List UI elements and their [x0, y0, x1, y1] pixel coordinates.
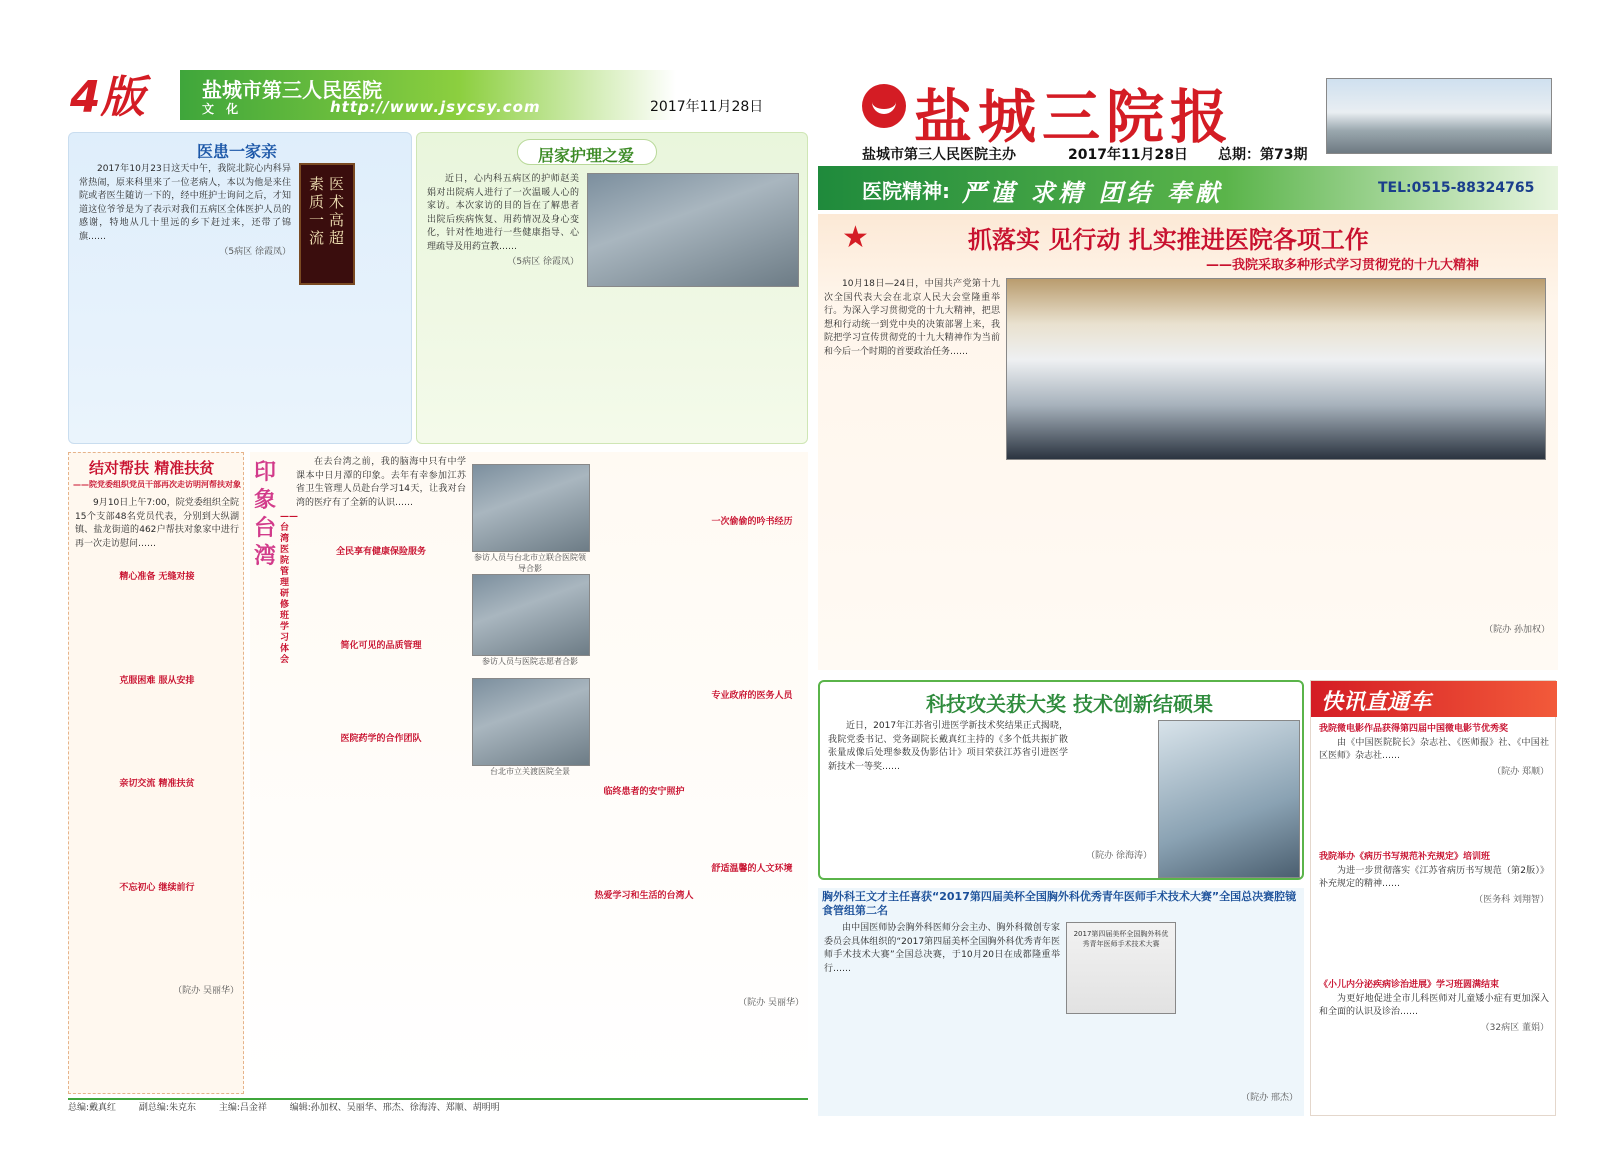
- taiwan-photo-2: [472, 574, 590, 656]
- hospital-building-photo: [1326, 78, 1552, 154]
- lead-subtitle: ——我院采取多种形式学习贯彻党的十九大精神: [1206, 258, 1480, 273]
- article2-paragraph: 近日，心内科五病区的护师赵美娟对出院病人进行了一次温暖人心的家访。本次家访的目的旨在了解患者出院后疾病恢复、用药情况及身心变化，针对性地进行一些健康指导、心理疏导及用药宣教……: [427, 174, 579, 252]
- surgery-body: [824, 922, 1060, 1110]
- header-band: [180, 70, 800, 120]
- surgery-article: [818, 888, 1304, 1116]
- article3-subhead-4: 不忘初心 继续前行: [119, 882, 195, 893]
- lead-body-col1: [824, 278, 1000, 664]
- news-item-3-text: 为更好地促进全市儿科医师对儿童矮小症有更加深入和全面的认识及诊治……: [1319, 993, 1549, 1017]
- news-item-1-text: 由《中国医院院长》杂志社、《医师报》社、《中国社区医师》杂志社……: [1319, 737, 1549, 761]
- tech-title: 科技攻关获大奖 技术创新结硕果: [926, 692, 1213, 716]
- news-title: 快讯直通车: [1321, 689, 1432, 715]
- header-hospital: 盐城市第三人民医院: [202, 78, 382, 102]
- article3-signature: （院办 吴丽华）: [173, 986, 239, 996]
- masthead: [818, 62, 1558, 162]
- spirit-bar: [818, 166, 1558, 210]
- banner-line-2: 素质一流: [309, 175, 325, 247]
- tech-body-col2: [1074, 720, 1152, 876]
- masthead-host: 盐城市第三人民医院主办: [862, 147, 1016, 163]
- footer-item-4: 编辑:孙加权、吴丽华、邢杰、徐海涛、郑顺、胡明明: [289, 1103, 500, 1113]
- home-visit-photo: [587, 173, 799, 287]
- news-title-bar: [1311, 681, 1557, 717]
- surgery-paragraph: 由中国医师协会胸外科医师分会主办、胸外科微创专家委员会具体组织的“2017第四届美杯全国胸外科优秀青年医师手术技术大赛”全国总决赛，于10月20日在成都隆重举行……: [824, 923, 1060, 974]
- article-home-care: [416, 132, 808, 444]
- article4-subhead-3: 医院药学的合作团队: [340, 734, 422, 744]
- spirit-label: 医院精神:: [862, 179, 950, 203]
- article1-signature: （5病区 徐霞凤）: [219, 247, 291, 257]
- article4-subhead-5: 一次偷偷的吟书经历: [711, 517, 793, 527]
- footer-item-1: 总编:戴真红: [68, 1103, 117, 1113]
- news-list: [1319, 723, 1549, 1111]
- lead-signature: （院办 孙加权）: [1484, 625, 1550, 635]
- article4-body-col1: [296, 456, 466, 1086]
- calligraphy-banner: [299, 163, 355, 285]
- taiwan-caption-1: 参访人员与台北市立联合医院领导合影: [474, 553, 586, 573]
- article3-body: [75, 497, 239, 1087]
- news-item-1-head: 我院微电影作品获得第四届中国微电影节优秀奖: [1319, 724, 1509, 734]
- article2-body: [427, 173, 579, 433]
- article-poverty: [68, 452, 244, 1094]
- left-footer: [68, 1098, 808, 1114]
- article4-subhead-1: 全民享有健康保险服务: [335, 547, 426, 557]
- article4-subhead-6: 专业政府的医务人员: [711, 690, 793, 701]
- news-item-1-sig: （院办 郑顺）: [1492, 766, 1549, 777]
- left-header: [62, 62, 810, 126]
- news-item-3-sig: （32病区 董娟）: [1480, 1022, 1549, 1033]
- surgery-signature: （院办 邢杰）: [1241, 1093, 1298, 1103]
- edition-label: 4版: [70, 72, 145, 123]
- tech-body: [828, 720, 1068, 876]
- article3-title: 结对帮扶 精准扶贫: [89, 459, 215, 477]
- article-doctor-patient: [68, 132, 412, 444]
- surgery-banner-text: 2017第四届美杯全国胸外科优秀青年医师手术技术大赛: [1073, 930, 1169, 948]
- lead-body-col3: [1188, 464, 1364, 664]
- footer-item-2: 副总编:朱克东: [138, 1103, 196, 1113]
- article1-body: [79, 163, 291, 433]
- lead-article: [818, 214, 1558, 670]
- article4-subhead-7: 热爱学习和生活的台湾人: [594, 890, 694, 901]
- header-url: http://www.jsycsy.com: [330, 98, 541, 116]
- edition-badge: [70, 70, 190, 126]
- article4-subhead-2: 简化可见的品质管理: [340, 640, 422, 651]
- article3-subhead-3: 亲切交流 精准扶贫: [119, 779, 195, 789]
- lead-title: 抓落实 见行动 扎实推进医院各项工作: [968, 225, 1369, 254]
- star-icon: ★: [842, 220, 869, 255]
- article3-paragraph: 9月10日上午7:00，院党委组织全院15个支部48名党员代表，分别到大纵湖镇、盐龙街道的462户帮扶对象家中进行再一次走访慰问……: [75, 498, 239, 549]
- news-item-2-sig: （医务科 刘翔智）: [1474, 894, 1549, 905]
- lead-paragraph: 10月18日—24日，中国共产党第十九次全国代表大会在北京人民大会堂隆重举行。为深入学习贯彻党的十九大精神，把思想和行动统一到党中央的决策部署上来，我院把学习宣传贯彻党的十九大精神作为当前和今后一个时期的首要政治任务……: [824, 279, 1000, 357]
- article2-title: 居家护理之爱: [538, 146, 635, 165]
- tech-signature: （院办 徐海涛）: [1086, 851, 1152, 861]
- news-item-2-text: 为进一步贯彻落实《江苏省病历书写规范（第2版）》补充规定的精神……: [1319, 865, 1549, 889]
- masthead-title: 盐城三院报: [914, 83, 1235, 151]
- article3-subhead-1: 精心准备 无缝对接: [119, 572, 195, 582]
- article4-subtitle: ——台湾医院管理研修班学习体会: [280, 512, 298, 665]
- masthead-date: 2017年11月28日: [1068, 147, 1188, 163]
- spirit-tel: TEL:0515-88324765: [1378, 180, 1535, 196]
- article4-subhead-4: 临终患者的安宁照护: [603, 787, 685, 797]
- taiwan-caption-2: 参访人员与医院志愿者合影: [482, 657, 578, 666]
- lead-body-col4: [1370, 464, 1550, 664]
- surgery-title: 胸外科王文才主任喜获“2017第四届美杯全国胸外科优秀青年医师手术技术大赛”全国总决赛腔镜食管组第二名: [822, 890, 1297, 917]
- masthead-issue: 总期：第73期: [1218, 147, 1308, 163]
- article1-title: 医患一家亲: [197, 142, 278, 161]
- article4-signature: （院办 吴丽华）: [738, 997, 804, 1008]
- article4-body-col2: [594, 456, 694, 1086]
- article4-body-col3: [700, 456, 804, 1086]
- surgery-award-photo: [1066, 922, 1176, 1014]
- article3-subhead-2: 克服困难 服从安排: [119, 675, 195, 686]
- taiwan-photo-3: [472, 678, 590, 766]
- taiwan-caption-3: 台北市立关渡医院全景: [490, 767, 570, 776]
- right-page: [818, 62, 1558, 1120]
- tech-article: [818, 680, 1304, 880]
- news-item-3-head: 《小儿内分泌疾病诊治进展》学习班圆满结束: [1319, 980, 1500, 990]
- article3-subtitle: ——院党委组织党员干部再次走访明河帮扶对象: [73, 480, 241, 489]
- header-section: 文 化: [202, 102, 243, 116]
- surgery-body-col2: [1180, 922, 1298, 1110]
- logo-icon: [862, 84, 906, 128]
- tech-paragraph: 近日，2017年江苏省引进医学新技术奖结果正式揭晓，我院党委书记、党务副院长戴真红主持的《多个低共振扩散张量成像后处理参数及伪影估计》项目荣获江苏省引进医学新技术一等奖……: [828, 721, 1068, 772]
- news-column: [1310, 680, 1556, 1116]
- news-item: [1319, 851, 1549, 979]
- article-taiwan: [250, 452, 808, 1094]
- tech-surgery-photo: [1158, 720, 1300, 878]
- left-page: [62, 62, 810, 1120]
- article4-subhead-8: 舒适温馨的人文环境: [711, 864, 793, 874]
- news-item-2-head: 我院举办《病历书写规范补充规定》培训班: [1319, 852, 1491, 862]
- spirit-values: 严谨 求精 团结 奉献: [962, 178, 1224, 207]
- article2-title-bubble: [517, 139, 657, 165]
- article4-title: 印象台湾: [254, 459, 277, 569]
- header-date: 2017年11月28日: [650, 99, 764, 115]
- article2-signature: （5病区 徐霞凤）: [507, 257, 579, 267]
- article1-paragraph: 2017年10月23日这天中午，我院北院心内科异常热闹，原来科里来了一位老病人，本以为他是来住院或者医生随访一下的，经中班护士询问之后，才知道这位爷爷是为了表示对我们五病区全体医护人员的感谢，特地从几十里远的乡下赶过来，还带了锦旗……: [79, 164, 291, 242]
- banner-line-1: 医术高超: [329, 175, 345, 247]
- news-item: [1319, 723, 1549, 851]
- lead-meeting-photo: [1006, 278, 1546, 460]
- lead-body-col2: [1006, 464, 1182, 664]
- news-item: [1319, 979, 1549, 1107]
- footer-item-3: 主编:吕金祥: [218, 1103, 267, 1113]
- taiwan-photo-1: [472, 464, 590, 552]
- article4-paragraph: 在去台湾之前，我的脑海中只有中学课本中日月潭的印象。去年有幸参加江苏省卫生管理人员赴台学习14天，让我对台湾的医疗有了全新的认识……: [296, 457, 466, 508]
